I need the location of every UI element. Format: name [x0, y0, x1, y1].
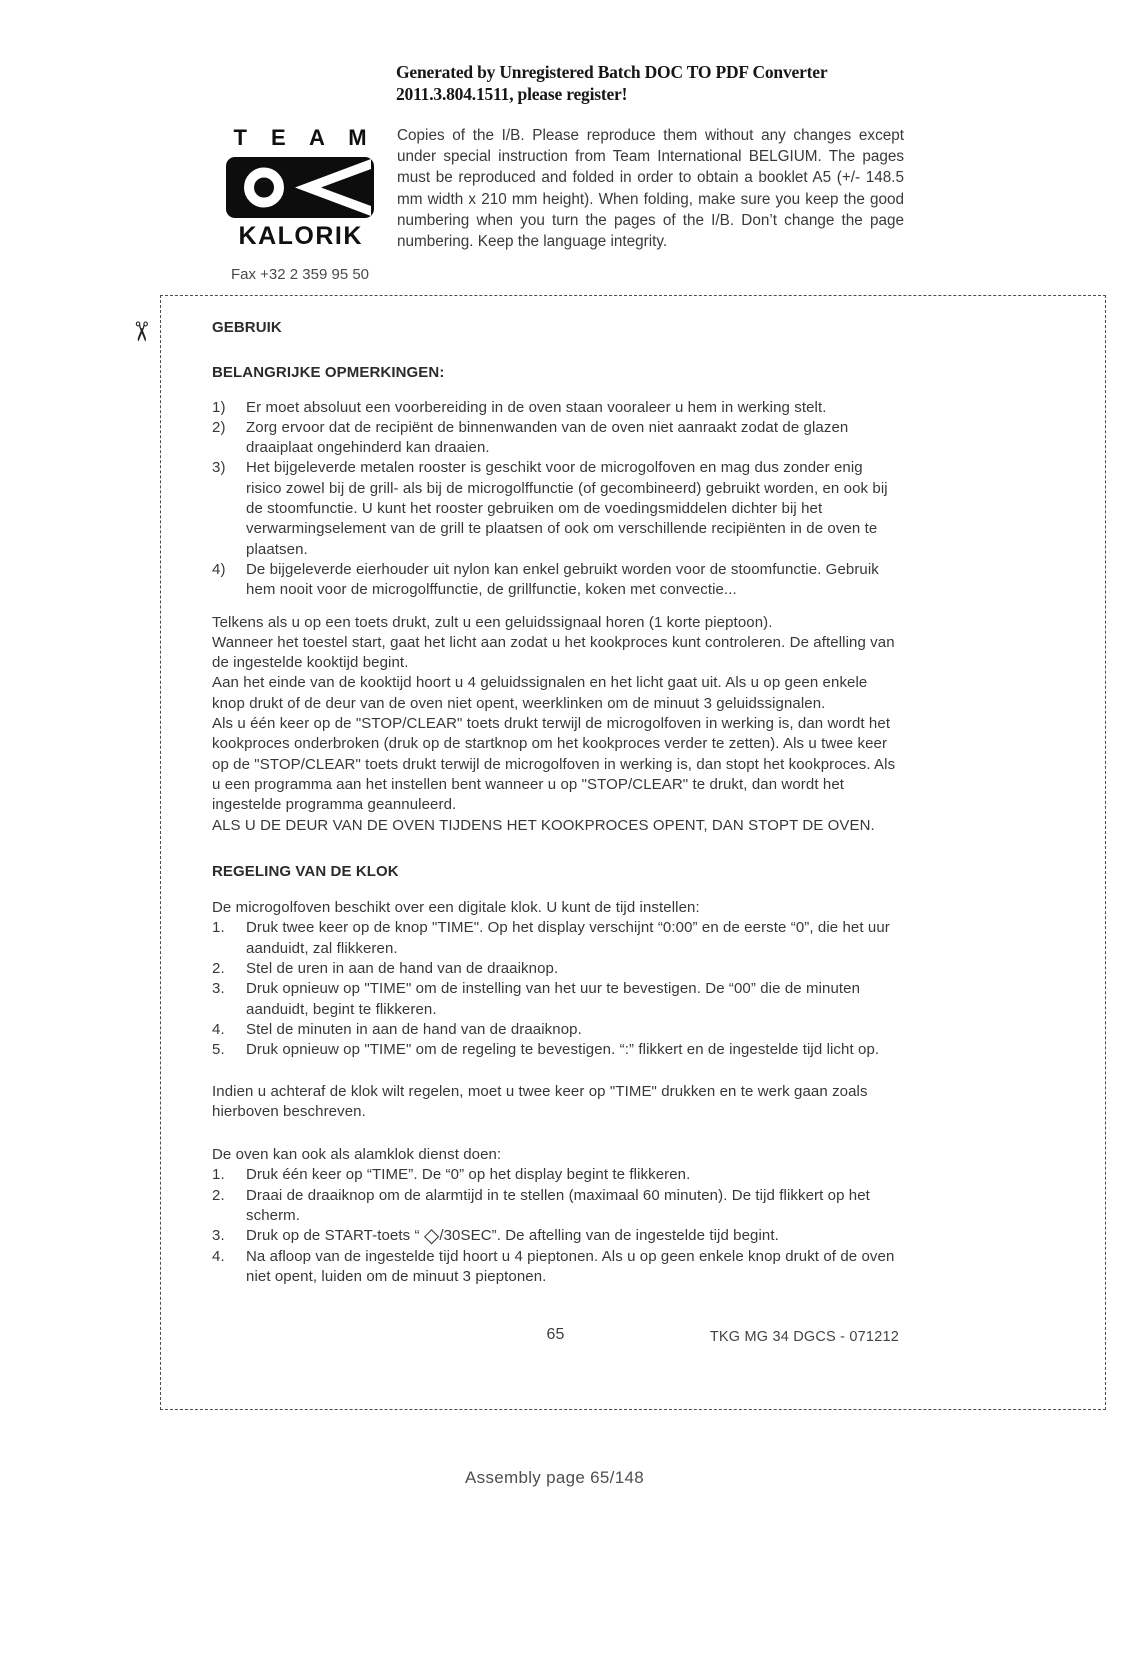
signal-paragraph: Telkens als u op een toets drukt, zult u een geluidssignaal horen (1 korte pieptoon).	[212, 613, 773, 631]
klok-step: Stel de minuten in aan de hand van de draaiknop.	[246, 1020, 582, 1038]
klok-note: Indien u achteraf de klok wilt regelen, moet u twee keer op "TIME" drukken en te werk gaan zoals hierboven beschreven.	[212, 1082, 868, 1120]
logo-team-text: T E A M	[233, 125, 376, 150]
alarm-step: Draai de draaiknop om de alarmtijd in te stellen (maximaal 60 minuten). De tijd flikkert op het scherm.	[246, 1186, 870, 1224]
heading-belangrijke-opmerkingen: BELANGRIJKE OPMERKINGEN:	[212, 364, 445, 382]
header-row	[0, 125, 1132, 283]
heading-gebruik: GEBRUIK	[212, 319, 282, 336]
signal-paragraph: ALS U DE DEUR VAN DE OVEN TIJDENS HET KOOKPROCES OPENT, DAN STOPT DE OVEN.	[212, 816, 875, 834]
banner-line-1: Generated by Unregistered Batch DOC TO PDF Converter	[396, 62, 828, 82]
logo-kalorik-text: KALORIK	[238, 222, 363, 250]
remark-item: Er moet absoluut een voorbereiding in de oven staan vooraleer u hem in werking stelt.	[246, 398, 827, 416]
banner-line-2: 2011.3.804.1511, please register!	[396, 83, 628, 104]
signal-paragraph: Aan het einde van de kooktijd hoort u 4 geluidssignalen en het licht gaat uit. Als u op geen enkele knop drukt of de deur van de oven niet opent, weerklinken om de minuut 3 geluidssignalen.	[212, 674, 868, 712]
manual-content	[212, 318, 899, 1345]
reproduction-notice: Copies of the I/B. Please reproduce them without any changes except under special instruction from Team International BELGIUM. The pages must be reproduced and folded in order to obtain a booklet A5 (+/- 148.5 mm width x 210 mm height). When folding, make sure you keep the good numbering when you turn the pages of the I/B. Don’t change the page numbering. Keep the language integrity.	[397, 127, 904, 251]
heading-regeling-van-de-klok: REGELING VAN DE KLOK	[212, 862, 399, 880]
page-number: 65	[546, 1326, 565, 1344]
klok-step: Stel de uren in aan de hand van de draaiknop.	[246, 960, 559, 978]
pdf-converter-banner	[396, 62, 1132, 105]
remarks-list	[212, 398, 899, 601]
remark-item: De bijgeleverde eierhouder uit nylon kan enkel gebruikt worden voor de stoomfunctie. Gebruik hem nooit voor de microgolffunctie, de grillfunctie, koken met convectie...	[246, 560, 879, 599]
alarm-step: Druk op de START-toets “ ◇/30SEC”. De aftelling van de ingestelde tijd begint.	[246, 1225, 779, 1248]
fax-number: Fax +32 2 359 95 50	[230, 266, 370, 283]
alarm-step: Druk één keer op “TIME”. De “0” op het display begint te flikkeren.	[246, 1166, 691, 1184]
alarm-intro: De oven kan ook als alamklok dienst doen:	[212, 1146, 502, 1164]
klok-step: Druk opnieuw op "TIME" om de instelling van het uur te bevestigen. De “00” die de minuten aanduidt, begint te flikkeren.	[246, 980, 861, 1018]
box-footer	[212, 1325, 899, 1345]
remark-item: Zorg ervoor dat de recipiënt de binnenwanden van de oven niet aanraakt zodat de glazen draaiplaat ongehinderd kan draaien.	[246, 418, 849, 457]
kalorik-logo	[224, 125, 376, 283]
klok-step: Druk opnieuw op "TIME" om de regeling te bevestigen. “:” flikkert en de ingestelde tijd licht op.	[246, 1041, 880, 1059]
kalorik-k-icon	[225, 156, 375, 219]
klok-step: Druk twee keer op de knop "TIME". Op het display verschijnt “0:00” en de eerste “0”, die het uur aanduidt, zal flikkeren.	[246, 919, 890, 957]
assembly-page-footer: Assembly page 65/148	[465, 1468, 644, 1488]
scissors-icon: ✂	[125, 320, 156, 343]
start-diamond-icon: ◇	[423, 1225, 440, 1248]
signal-paragraph: Als u één keer op de "STOP/CLEAR" toets drukt terwijl de microgolfoven in werking is, dan wordt het kookproces onderbroken (druk op de startknop om het kookproces verder te zetten). Als u twee keer op de "STOP/CLEAR" toets drukt terwijl de microgolfoven in werking is, dan stopt het kookproces. Als u een programma aan het instellen bent wanneer u op "STOP/CLEAR" te drukt, dan wordt het ingestelde programma geannuleerd.	[212, 715, 896, 814]
alarm-steps-list	[212, 1165, 899, 1287]
klok-intro: De microgolfoven beschikt over een digitale klok. U kunt de tijd instellen:	[212, 899, 700, 917]
remark-item: Het bijgeleverde metalen rooster is geschikt voor de microgolfoven en mag dus zonder enig risico zowel bij de grill- als bij de microgolffunctie (of gecombineerd) gebruikt worden, en ook bij de stoomfunctie. U kunt het rooster gebruiken om de voedingsmiddelen dichter bij het verwarmingselement van de grill te plaatsen of ook om verschillende recipiënten in de oven te plaatsen.	[246, 459, 888, 558]
cut-out-section	[160, 295, 1106, 1410]
klok-steps-list	[212, 918, 899, 1060]
doc-reference: TKG MG 34 DGCS - 071212	[709, 1329, 899, 1346]
alarm-step: Na afloop van de ingestelde tijd hoort u 4 pieptonen. Als u op geen enkele knop drukt of de oven niet opent, luiden om de minuut 3 pieptonen.	[246, 1247, 895, 1285]
signal-paragraph: Wanneer het toestel start, gaat het licht aan zodat u het kookproces kunt controleren. De aftelling van de ingestelde kooktijd begint.	[212, 633, 895, 672]
signal-paragraphs	[212, 613, 899, 836]
